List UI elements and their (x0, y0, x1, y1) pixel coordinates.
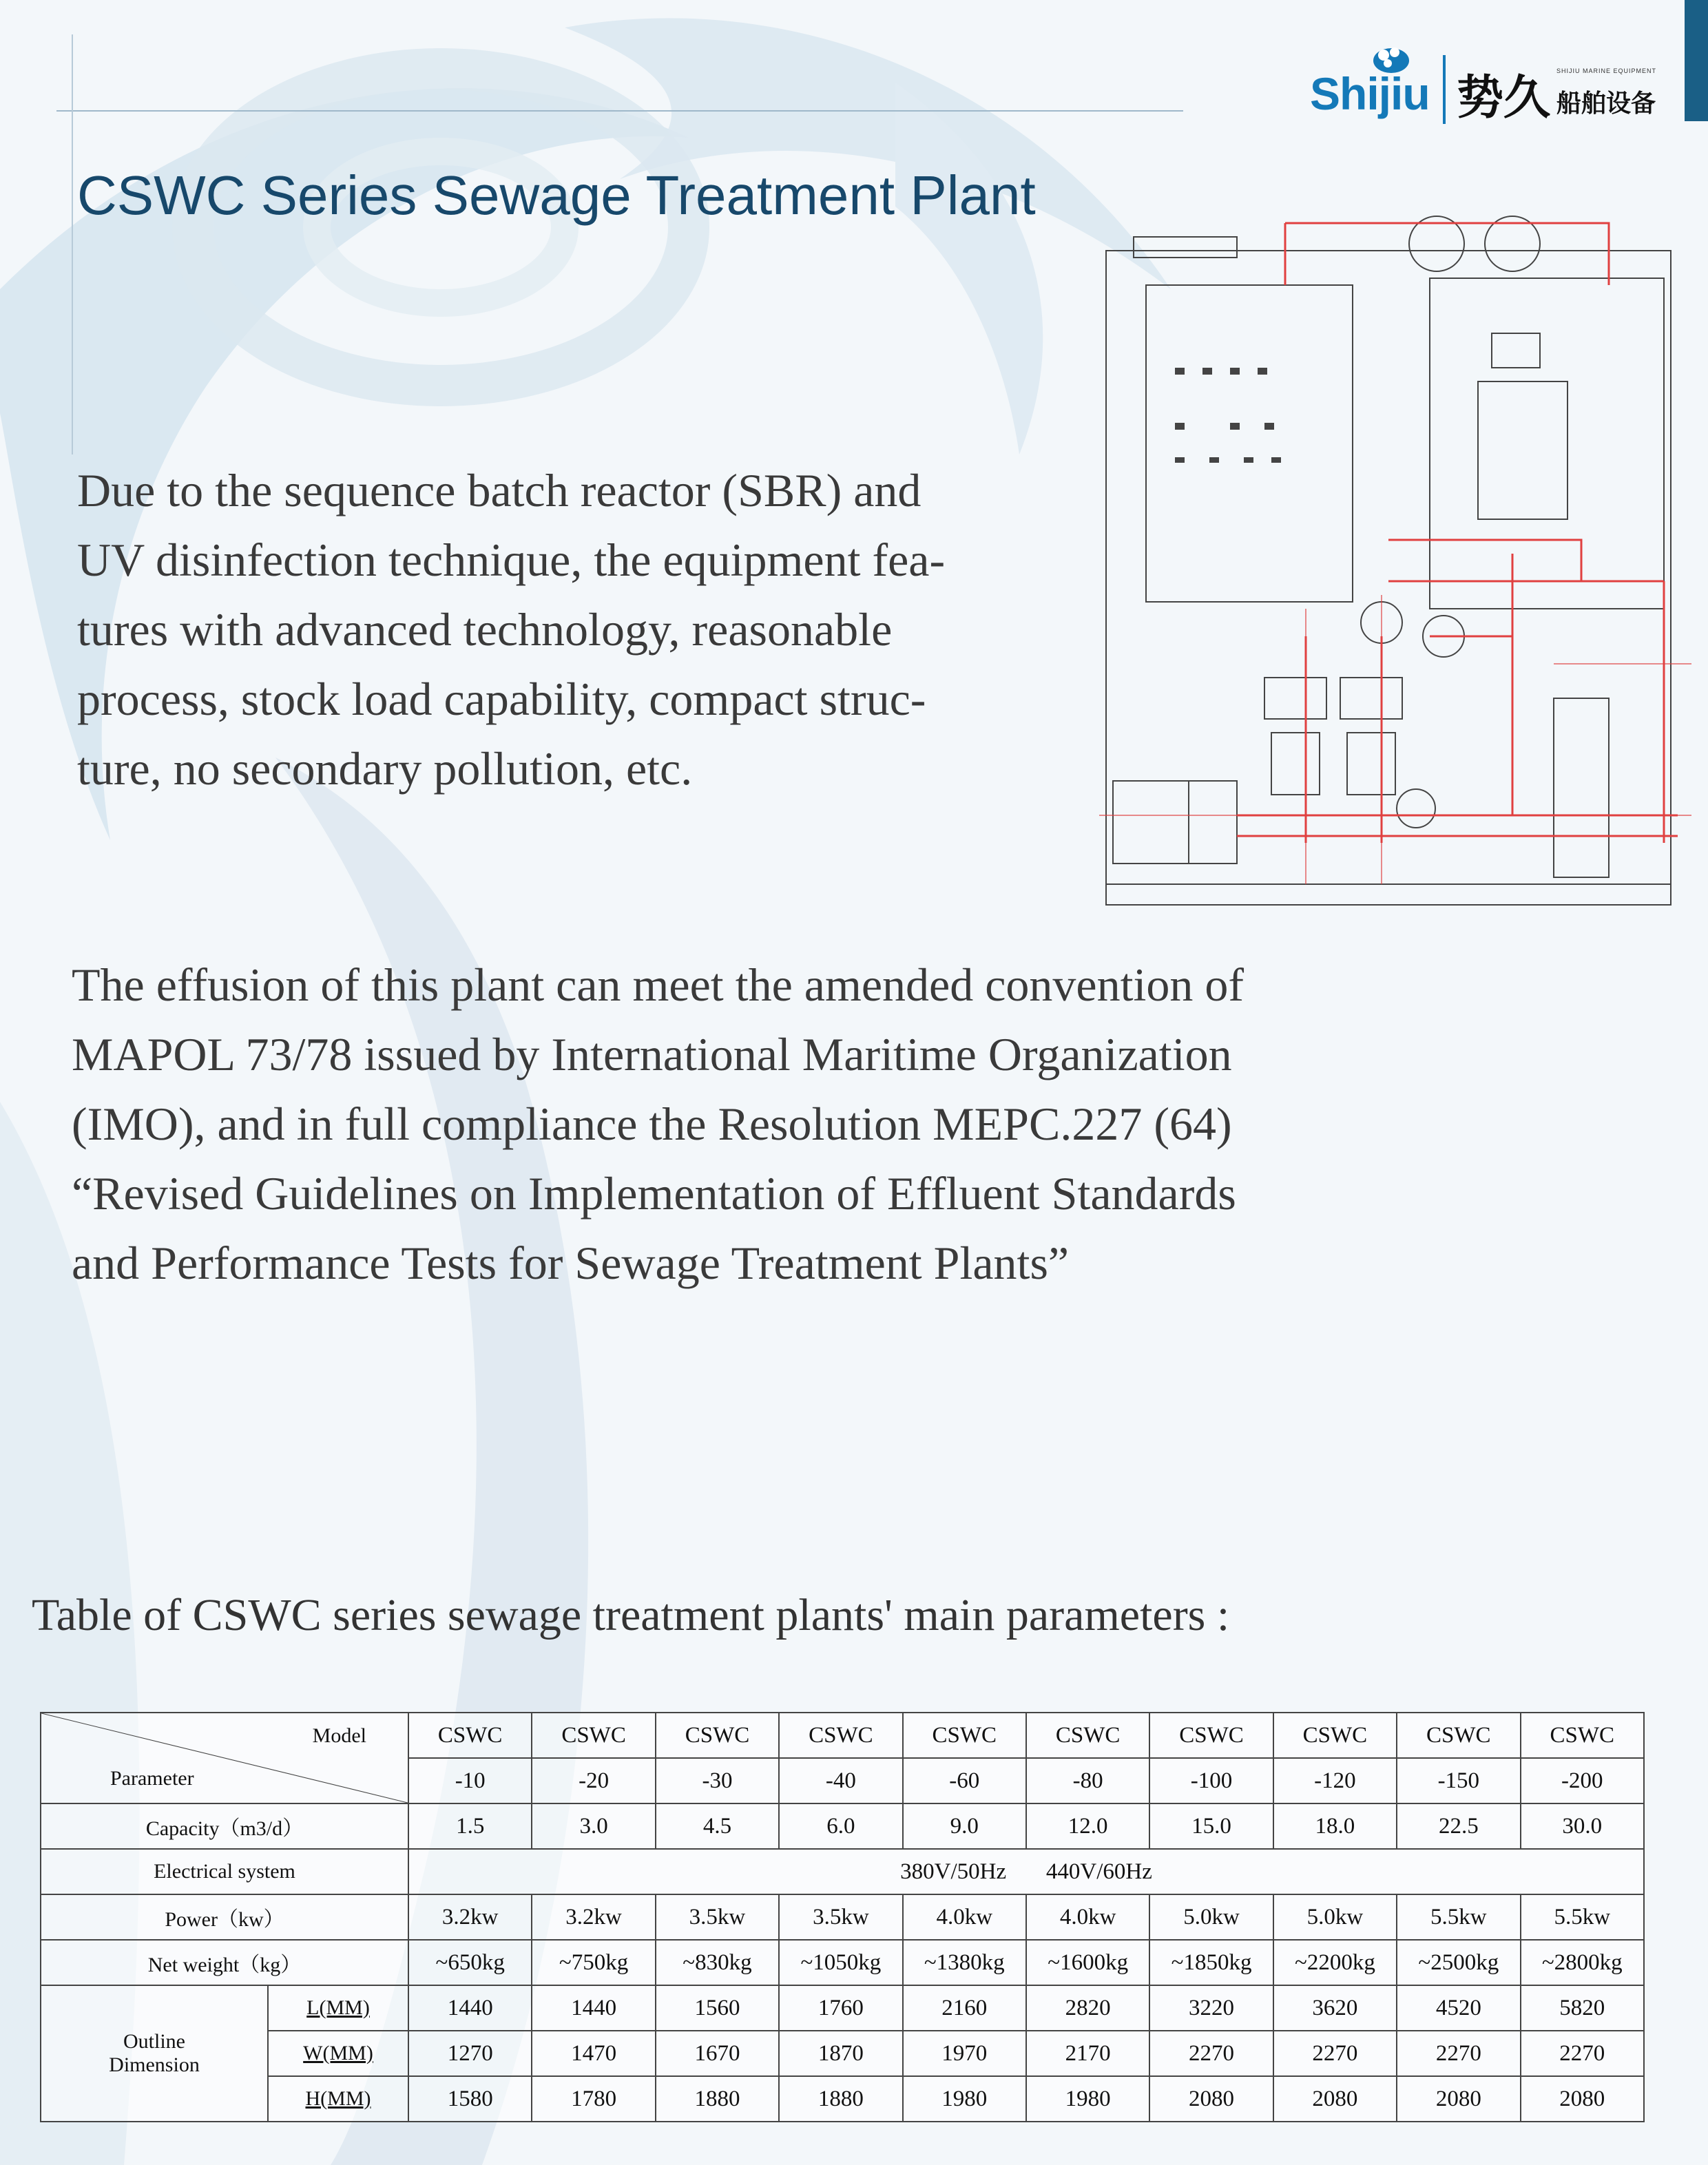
compliance-line: “Revised Guidelines on Implementation of Effluent Standards (72, 1167, 1236, 1220)
length-cell: 5820 (1521, 1985, 1644, 2031)
power-label: Power（kw） (41, 1894, 408, 1940)
model-suffix-cell: -80 (1026, 1758, 1149, 1803)
weight-cell: ~1050kg (779, 1940, 902, 1985)
width-cell: 1470 (532, 2031, 655, 2076)
model-prefix-cell: CSWC (408, 1713, 532, 1758)
model-suffix-cell: -120 (1273, 1758, 1397, 1803)
power-cell: 5.5kw (1397, 1894, 1520, 1940)
power-cell: 3.5kw (779, 1894, 902, 1940)
width-cell: 1670 (656, 2031, 779, 2076)
dimension-label: Dimension (109, 2053, 200, 2076)
table-row (41, 1940, 1644, 1985)
table-row (41, 1985, 1644, 2031)
height-cell: 1980 (903, 2076, 1026, 2122)
weight-label: Net weight（kg） (41, 1940, 408, 1985)
model-header-label: Model (312, 1724, 366, 1747)
table-row (41, 1803, 1644, 1849)
model-prefix-cell: CSWC (1026, 1713, 1149, 1758)
height-cell: 1880 (656, 2076, 779, 2122)
weight-cell: ~2200kg (1273, 1940, 1397, 1985)
length-cell: 3220 (1149, 1985, 1273, 2031)
table-row (41, 1713, 1644, 1758)
model-prefix-cell: CSWC (779, 1713, 902, 1758)
model-suffix-cell: -40 (779, 1758, 902, 1803)
weight-cell: ~1600kg (1026, 1940, 1149, 1985)
height-cell: 2080 (1521, 2076, 1644, 2122)
width-cell: 2170 (1026, 2031, 1149, 2076)
model-suffix-cell: -10 (408, 1758, 532, 1803)
length-cell: 1440 (532, 1985, 655, 2031)
power-cell: 3.5kw (656, 1894, 779, 1940)
compliance-line: MAPOL 73/78 issued by International Maritime Organization (72, 1028, 1232, 1080)
length-label: L(MM) (268, 1985, 408, 2031)
intro-line: UV disinfection technique, the equipment fea- (77, 534, 946, 586)
length-cell: 1760 (779, 1985, 902, 2031)
length-cell: 2820 (1026, 1985, 1149, 2031)
logo-brand: Shijiu (1310, 68, 1430, 119)
capacity-cell: 15.0 (1149, 1803, 1273, 1849)
outline-dimension-label (41, 1985, 268, 2122)
width-cell: 2270 (1397, 2031, 1520, 2076)
compliance-line: The effusion of this plant can meet the amended convention of (72, 959, 1244, 1011)
parameter-header-label: Parameter (110, 1767, 194, 1790)
table-row (41, 1894, 1644, 1940)
left-rule (72, 34, 73, 454)
intro-line: tures with advanced technology, reasonable (77, 603, 893, 656)
logo-cn-name: 势久 (1457, 71, 1551, 125)
width-cell: 2270 (1521, 2031, 1644, 2076)
length-cell: 1560 (656, 1985, 779, 2031)
compliance-line: and Performance Tests for Sewage Treatment Plants” (72, 1237, 1070, 1289)
power-cell: 5.0kw (1273, 1894, 1397, 1940)
height-cell: 1980 (1026, 2076, 1149, 2122)
length-cell: 2160 (903, 1985, 1026, 2031)
model-suffix-cell: -20 (532, 1758, 655, 1803)
model-prefix-cell: CSWC (656, 1713, 779, 1758)
weight-cell: ~1850kg (1149, 1940, 1273, 1985)
model-prefix-cell: CSWC (1521, 1713, 1644, 1758)
height-cell: 2080 (1273, 2076, 1397, 2122)
compliance-line: (IMO), and in full compliance the Resolution MEPC.227 (64) (72, 1098, 1232, 1150)
power-cell: 4.0kw (903, 1894, 1026, 1940)
capacity-cell: 4.5 (656, 1803, 779, 1849)
intro-line: ture, no secondary pollution, etc. (77, 742, 693, 795)
model-suffix-cell: -150 (1397, 1758, 1520, 1803)
logo-cn-sub: 船舶设备 (1556, 90, 1656, 118)
intro-paragraph (77, 456, 1124, 804)
height-label: H(MM) (268, 2076, 408, 2122)
weight-cell: ~650kg (408, 1940, 532, 1985)
model-suffix-cell: -200 (1521, 1758, 1644, 1803)
width-label: W(MM) (268, 2031, 408, 2076)
weight-cell: ~1380kg (903, 1940, 1026, 1985)
height-cell: 1580 (408, 2076, 532, 2122)
electrical-label: Electrical system (41, 1849, 408, 1894)
power-cell: 5.5kw (1521, 1894, 1644, 1940)
capacity-cell: 12.0 (1026, 1803, 1149, 1849)
weight-cell: ~2500kg (1397, 1940, 1520, 1985)
intro-line: Due to the sequence batch reactor (SBR) and (77, 464, 921, 516)
model-suffix-cell: -30 (656, 1758, 779, 1803)
width-cell: 1870 (779, 2031, 902, 2076)
length-cell: 3620 (1273, 1985, 1397, 2031)
capacity-cell: 22.5 (1397, 1803, 1520, 1849)
capacity-cell: 3.0 (532, 1803, 655, 1849)
height-cell: 2080 (1397, 2076, 1520, 2122)
equipment-drawing (1099, 196, 1691, 925)
width-cell: 2270 (1273, 2031, 1397, 2076)
logo-en-sub: SHIJIU MARINE EQUIPMENT (1556, 67, 1657, 74)
model-prefix-cell: CSWC (903, 1713, 1026, 1758)
header-rule (56, 110, 1183, 112)
height-cell: 1880 (779, 2076, 902, 2122)
model-prefix-cell: CSWC (1149, 1713, 1273, 1758)
company-logo (1302, 41, 1660, 131)
capacity-cell: 18.0 (1273, 1803, 1397, 1849)
height-cell: 1780 (532, 2076, 655, 2122)
accent-bar (1685, 0, 1708, 121)
power-cell: 3.2kw (532, 1894, 655, 1940)
power-cell: 5.0kw (1149, 1894, 1273, 1940)
length-cell: 4520 (1397, 1985, 1520, 2031)
width-cell: 2270 (1149, 2031, 1273, 2076)
outline-label: Outline (123, 2030, 185, 2053)
capacity-cell: 9.0 (903, 1803, 1026, 1849)
model-suffix-cell: -60 (903, 1758, 1026, 1803)
capacity-cell: 1.5 (408, 1803, 532, 1849)
power-cell: 3.2kw (408, 1894, 532, 1940)
header-corner-cell (41, 1713, 408, 1803)
electrical-value: 380V/50Hz 440V/60Hz (408, 1849, 1644, 1894)
width-cell: 1270 (408, 2031, 532, 2076)
model-prefix-cell: CSWC (1273, 1713, 1397, 1758)
width-cell: 1970 (903, 2031, 1026, 2076)
table-row (41, 2076, 1644, 2122)
model-suffix-cell: -100 (1149, 1758, 1273, 1803)
power-cell: 4.0kw (1026, 1894, 1149, 1940)
weight-cell: ~830kg (656, 1940, 779, 1985)
length-cell: 1440 (408, 1985, 532, 2031)
capacity-cell: 30.0 (1521, 1803, 1644, 1849)
compliance-paragraph (72, 950, 1587, 1298)
parameters-table (40, 1712, 1645, 2122)
capacity-cell: 6.0 (779, 1803, 902, 1849)
table-row (41, 2031, 1644, 2076)
height-cell: 2080 (1149, 2076, 1273, 2122)
logo-divider (1443, 55, 1446, 124)
table-row (41, 1849, 1644, 1894)
table-caption: Table of CSWC series sewage treatment plants' main parameters : (32, 1590, 1230, 1640)
model-prefix-cell: CSWC (1397, 1713, 1520, 1758)
model-prefix-cell: CSWC (532, 1713, 655, 1758)
capacity-label: Capacity（m3/d） (41, 1803, 408, 1849)
weight-cell: ~2800kg (1521, 1940, 1644, 1985)
intro-line: process, stock load capability, compact struc- (77, 673, 926, 725)
page-title: CSWC Series Sewage Treatment Plant (77, 165, 1036, 226)
weight-cell: ~750kg (532, 1940, 655, 1985)
